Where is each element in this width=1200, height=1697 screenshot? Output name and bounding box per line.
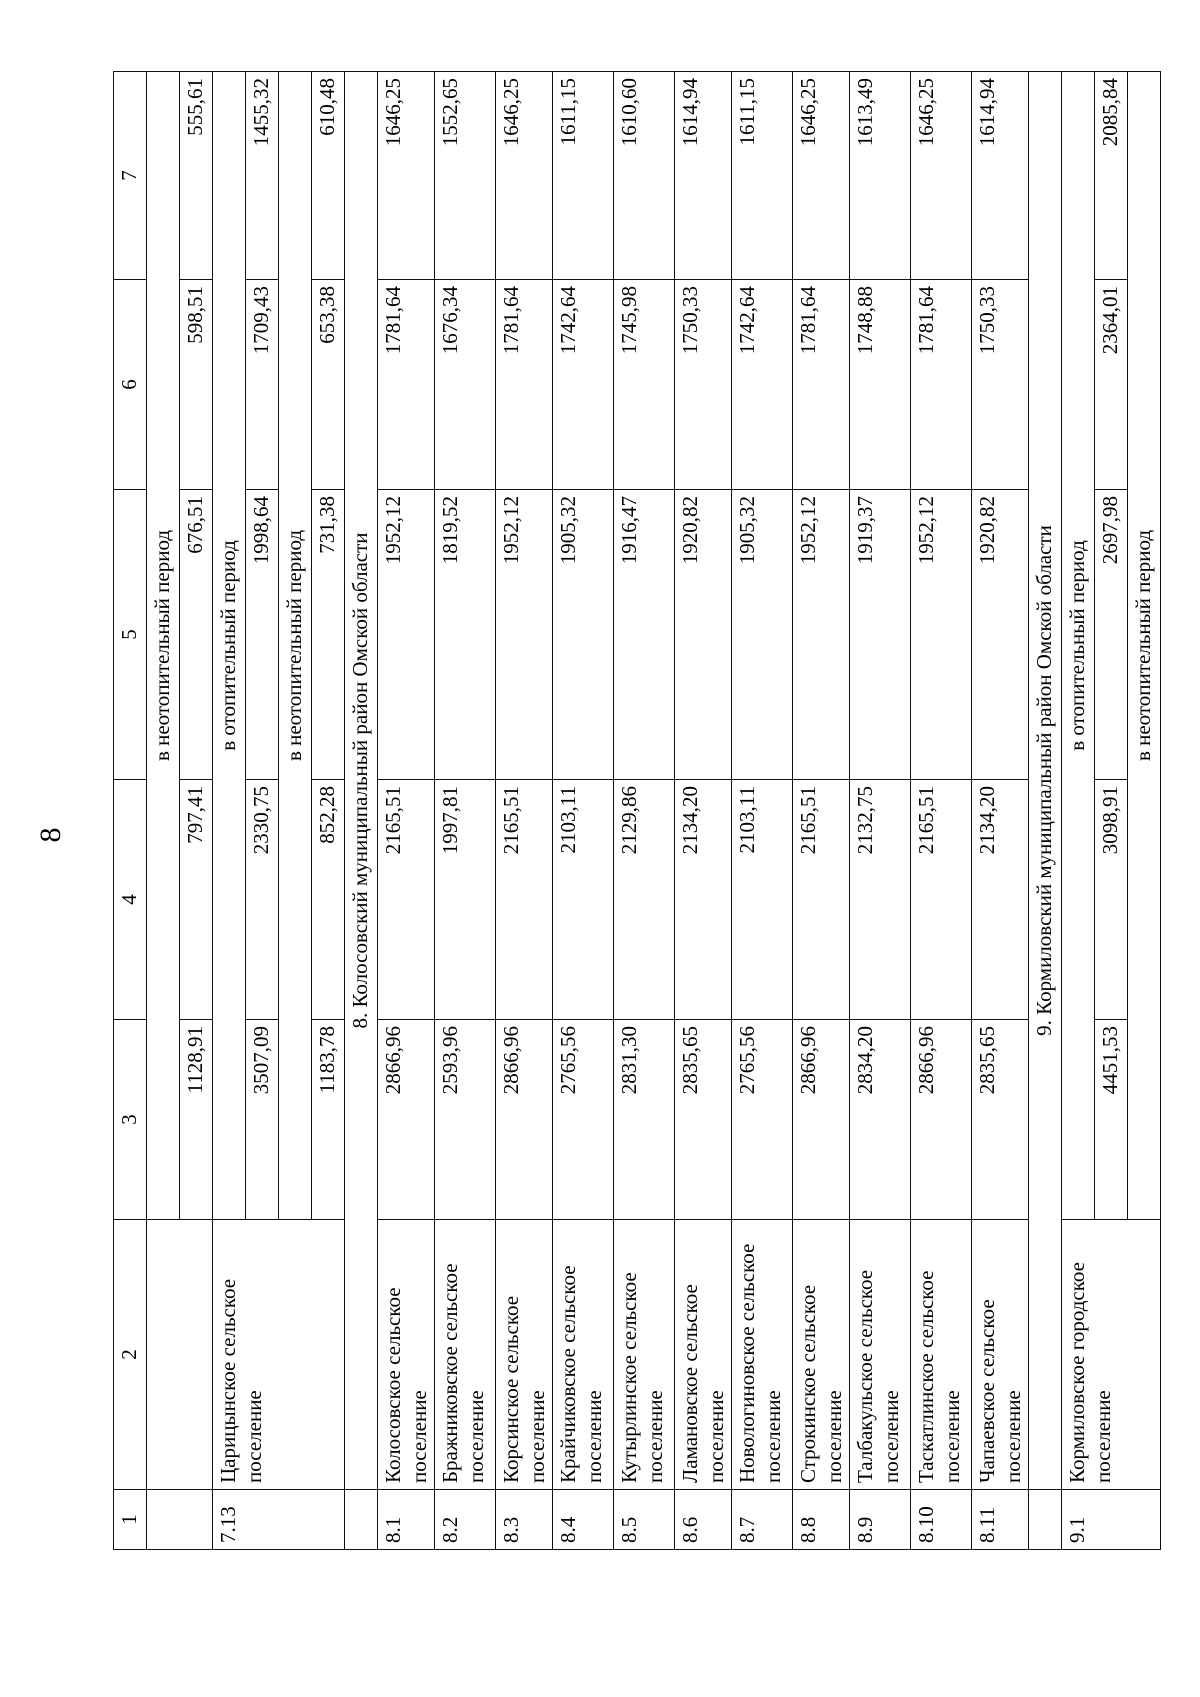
- period-row: [1062, 72, 1095, 1550]
- value-cell: 1552,65: [435, 72, 496, 280]
- value-cell: 1745,98: [614, 280, 675, 490]
- header-row: [114, 72, 147, 1550]
- value-cell: 1920,82: [675, 490, 732, 780]
- row-code: 8.11: [972, 1490, 1029, 1550]
- row-code: 8.4: [553, 1490, 614, 1550]
- header-cell: 7: [114, 72, 147, 280]
- period-label: в отопительный период: [213, 72, 246, 1220]
- period-label: в неотопительный период: [1128, 72, 1161, 1220]
- value-cell: 852,28: [312, 780, 345, 1020]
- value-cell: 2866,96: [911, 1020, 972, 1220]
- period-label: в неотопительный период: [147, 72, 180, 1220]
- empty-code-cell: [147, 1490, 213, 1550]
- settlement-name: Крайчиковское сельское поселение: [553, 1220, 614, 1490]
- value-cell: 1646,25: [378, 72, 435, 280]
- value-cell: 2765,56: [732, 1020, 793, 1220]
- value-cell: 2835,65: [675, 1020, 732, 1220]
- empty-code-cell: [1029, 1490, 1062, 1550]
- period-label: в неотопительный период: [279, 72, 312, 1220]
- value-cell: 2085,84: [1095, 72, 1128, 280]
- value-cell: 1781,64: [496, 280, 553, 490]
- value-cell: 653,38: [312, 280, 345, 490]
- value-cell: 1819,52: [435, 490, 496, 780]
- table-row: [435, 72, 496, 1550]
- row-code: 9.1: [1062, 1490, 1161, 1550]
- value-cell: 1646,25: [911, 72, 972, 280]
- settlement-name: Бражниковское сельское поселение: [435, 1220, 496, 1490]
- header-cell: 1: [114, 1490, 147, 1550]
- settlement-name: Строкинское сельское поселение: [793, 1220, 850, 1490]
- value-cell: 1742,64: [732, 280, 793, 490]
- section-title: 9. Кормиловский муниципальный район Омской области: [1029, 72, 1062, 1490]
- value-cell: 1610,60: [614, 72, 675, 280]
- value-cell: 1748,88: [850, 280, 911, 490]
- value-cell: 1676,34: [435, 280, 496, 490]
- value-cell: 1781,64: [378, 280, 435, 490]
- value-cell: 1952,12: [496, 490, 553, 780]
- value-cell: 1998,64: [246, 490, 279, 780]
- value-cell: 2697,98: [1095, 490, 1128, 780]
- header-cell: 2: [114, 1220, 147, 1490]
- value-cell: 1916,47: [614, 490, 675, 780]
- value-cell: 2103,11: [732, 780, 793, 1020]
- value-cell: 2132,75: [850, 780, 911, 1020]
- value-cell: 2134,20: [675, 780, 732, 1020]
- value-cell: 1455,32: [246, 72, 279, 280]
- value-cell: 2103,11: [553, 780, 614, 1020]
- value-cell: 1646,25: [793, 72, 850, 280]
- value-cell: 610,48: [312, 72, 345, 280]
- value-cell: 2165,51: [793, 780, 850, 1020]
- value-cell: 1614,94: [675, 72, 732, 280]
- header-cell: 6: [114, 280, 147, 490]
- value-cell: 2835,65: [972, 1020, 1029, 1220]
- value-cell: 1613,49: [850, 72, 911, 280]
- value-cell: 2866,96: [496, 1020, 553, 1220]
- settlement-name: Кутырлинское сельское поселение: [614, 1220, 675, 1490]
- row-code: 8.6: [675, 1490, 732, 1550]
- value-cell: 1997,81: [435, 780, 496, 1020]
- row-code: 8.2: [435, 1490, 496, 1550]
- table-row: [911, 72, 972, 1550]
- value-cell: 1742,64: [553, 280, 614, 490]
- row-code: 8.3: [496, 1490, 553, 1550]
- row-code: 8.9: [850, 1490, 911, 1550]
- table-row: [496, 72, 553, 1550]
- settlement-name: Новологиновское сельское поселение: [732, 1220, 793, 1490]
- value-cell: 1952,12: [911, 490, 972, 780]
- value-cell: 1183,78: [312, 1020, 345, 1220]
- value-cell: 2866,96: [793, 1020, 850, 1220]
- table-row: [850, 72, 911, 1550]
- value-cell: 2364,01: [1095, 280, 1128, 490]
- value-cell: 1750,33: [972, 280, 1029, 490]
- value-cell: 2765,56: [553, 1020, 614, 1220]
- value-cell: 797,41: [180, 780, 213, 1020]
- value-cell: 2165,51: [496, 780, 553, 1020]
- table-row: [972, 72, 1029, 1550]
- value-cell: 2129,86: [614, 780, 675, 1020]
- value-cell: 1920,82: [972, 490, 1029, 780]
- tariff-table: [113, 71, 1161, 1550]
- section-title: 8. Колосовский муниципальный район Омской области: [345, 72, 378, 1490]
- value-cell: 1919,37: [850, 490, 911, 780]
- value-cell: 1646,25: [496, 72, 553, 280]
- value-cell: 1905,32: [553, 490, 614, 780]
- settlement-name: Чапаевское сельское поселение: [972, 1220, 1029, 1490]
- table-row: [553, 72, 614, 1550]
- section-title-row: [345, 72, 378, 1550]
- settlement-name: Царицынское сельское поселение: [213, 1220, 345, 1490]
- value-cell: 1781,64: [911, 280, 972, 490]
- value-cell: 1952,12: [378, 490, 435, 780]
- settlement-name: Талбакульское сельское поселение: [850, 1220, 911, 1490]
- value-cell: 1905,32: [732, 490, 793, 780]
- value-cell: 676,51: [180, 490, 213, 780]
- value-cell: 2134,20: [972, 780, 1029, 1020]
- period-row: [213, 72, 246, 1550]
- value-cell: 731,38: [312, 490, 345, 780]
- empty-code-cell: [345, 1490, 378, 1550]
- value-cell: 1709,43: [246, 280, 279, 490]
- value-cell: 2165,51: [911, 780, 972, 1020]
- value-cell: 555,61: [180, 72, 213, 280]
- row-code: 8.10: [911, 1490, 972, 1550]
- value-cell: 1614,94: [972, 72, 1029, 280]
- value-cell: 2330,75: [246, 780, 279, 1020]
- table-row: [378, 72, 435, 1550]
- row-code: 8.8: [793, 1490, 850, 1550]
- value-cell: 1750,33: [675, 280, 732, 490]
- page-number: 8: [34, 827, 67, 843]
- period-row: [147, 72, 180, 1550]
- value-cell: 2593,96: [435, 1020, 496, 1220]
- table-row: [614, 72, 675, 1550]
- row-code: 8.5: [614, 1490, 675, 1550]
- header-cell: 3: [114, 1020, 147, 1220]
- settlement-name: Колосовское сельское поселение: [378, 1220, 435, 1490]
- value-cell: 1952,12: [793, 490, 850, 780]
- value-cell: 2834,20: [850, 1020, 911, 1220]
- table-row: [793, 72, 850, 1550]
- value-cell: 3507,09: [246, 1020, 279, 1220]
- row-code: 7.13: [213, 1490, 345, 1550]
- value-cell: 2831,30: [614, 1020, 675, 1220]
- value-cell: 1781,64: [793, 280, 850, 490]
- value-cell: 1611,15: [732, 72, 793, 280]
- value-cell: 1128,91: [180, 1020, 213, 1220]
- header-cell: 4: [114, 780, 147, 1020]
- value-cell: 2866,96: [378, 1020, 435, 1220]
- table-row: [675, 72, 732, 1550]
- empty-name-cell: [147, 1220, 213, 1490]
- value-cell: 3098,91: [1095, 780, 1128, 1020]
- row-code: 8.7: [732, 1490, 793, 1550]
- section-title-row: [1029, 72, 1062, 1550]
- table-row: [732, 72, 793, 1550]
- settlement-name: Таскатлинское сельское поселение: [911, 1220, 972, 1490]
- settlement-name: Кормиловское городское поселение: [1062, 1220, 1161, 1490]
- value-cell: 2165,51: [378, 780, 435, 1020]
- value-cell: 1611,15: [553, 72, 614, 280]
- rotated-table-container: [113, 72, 1155, 1550]
- value-cell: 598,51: [180, 280, 213, 490]
- value-cell: 4451,53: [1095, 1020, 1128, 1220]
- settlement-name: Ламановское сельское поселение: [675, 1220, 732, 1490]
- period-label: в отопительный период: [1062, 72, 1095, 1220]
- settlement-name: Корсинское сельское поселение: [496, 1220, 553, 1490]
- header-cell: 5: [114, 490, 147, 780]
- row-code: 8.1: [378, 1490, 435, 1550]
